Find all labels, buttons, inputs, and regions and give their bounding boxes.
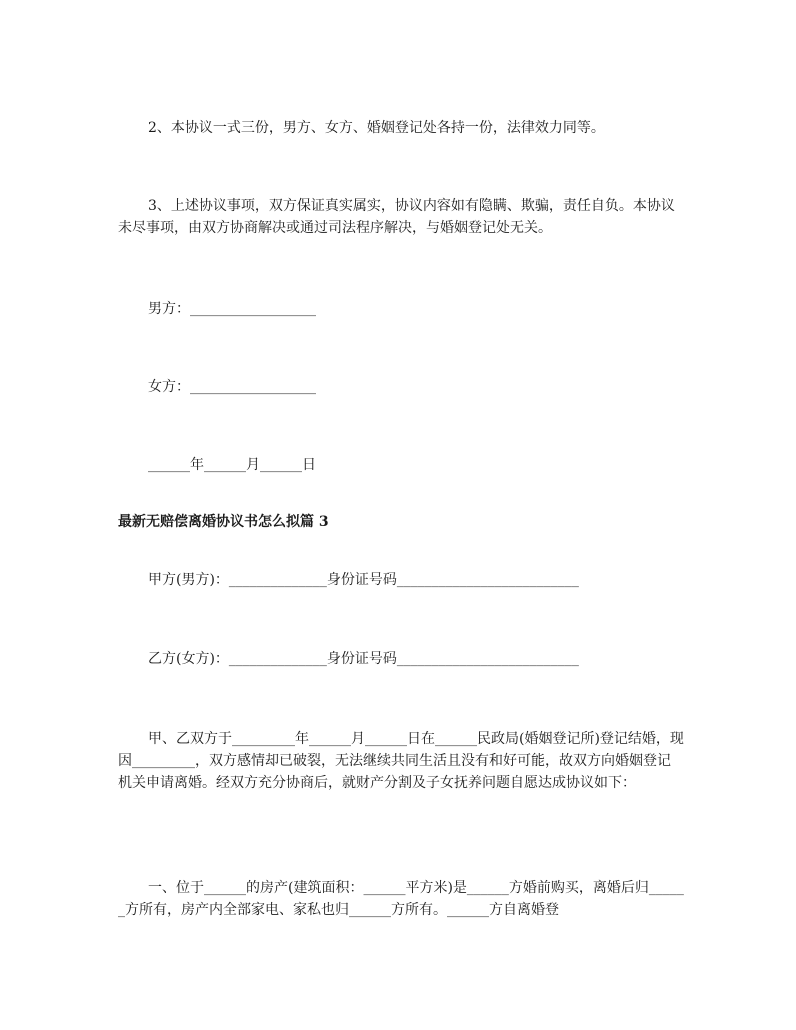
clause-3: 3、上述协议事项，双方保证真实属实，协议内容如有隐瞒、欺骗，责任自负。本协议未尽事项，由双方协商解决或通过司法程序解决，与婚姻登记处无关。 (118, 198, 675, 236)
clause-2: 2、本协议一式三份，男方、女方、婚姻登记处各持一份，法律效力同等。 (148, 120, 605, 136)
woman-signature-line: 女方：__________________ (148, 379, 316, 395)
man-signature-line: 男方：__________________ (148, 301, 316, 317)
section-heading: 最新无赔偿离婚协议书怎么拟篇 3 (118, 514, 329, 530)
party-a-line: 甲方(男方)：______________身份证号码__________________________ (148, 572, 579, 588)
intro-paragraph: 甲、乙双方于_________年______月______日在______民政局(婚姻登记所)登记结婚，现因_________，双方感情却已破裂，无法继续共同生活且没有和好可能，故双方向婚姻登记机关申请离婚。经双方充分协商后，就财产分割及子女抚养问题自愿达成协议如下： (118, 731, 684, 791)
party-b-line: 乙方(女方)：______________身份证号码__________________________ (148, 651, 579, 667)
item-1-paragraph: 一、位于______的房产(建筑面积：______平方米)是______方婚前购买，离婚后归______方所有，房产内全部家电、家私也归______方所有。______方自离婚登 (118, 880, 684, 918)
date-line: ______年______月______日 (148, 457, 316, 473)
